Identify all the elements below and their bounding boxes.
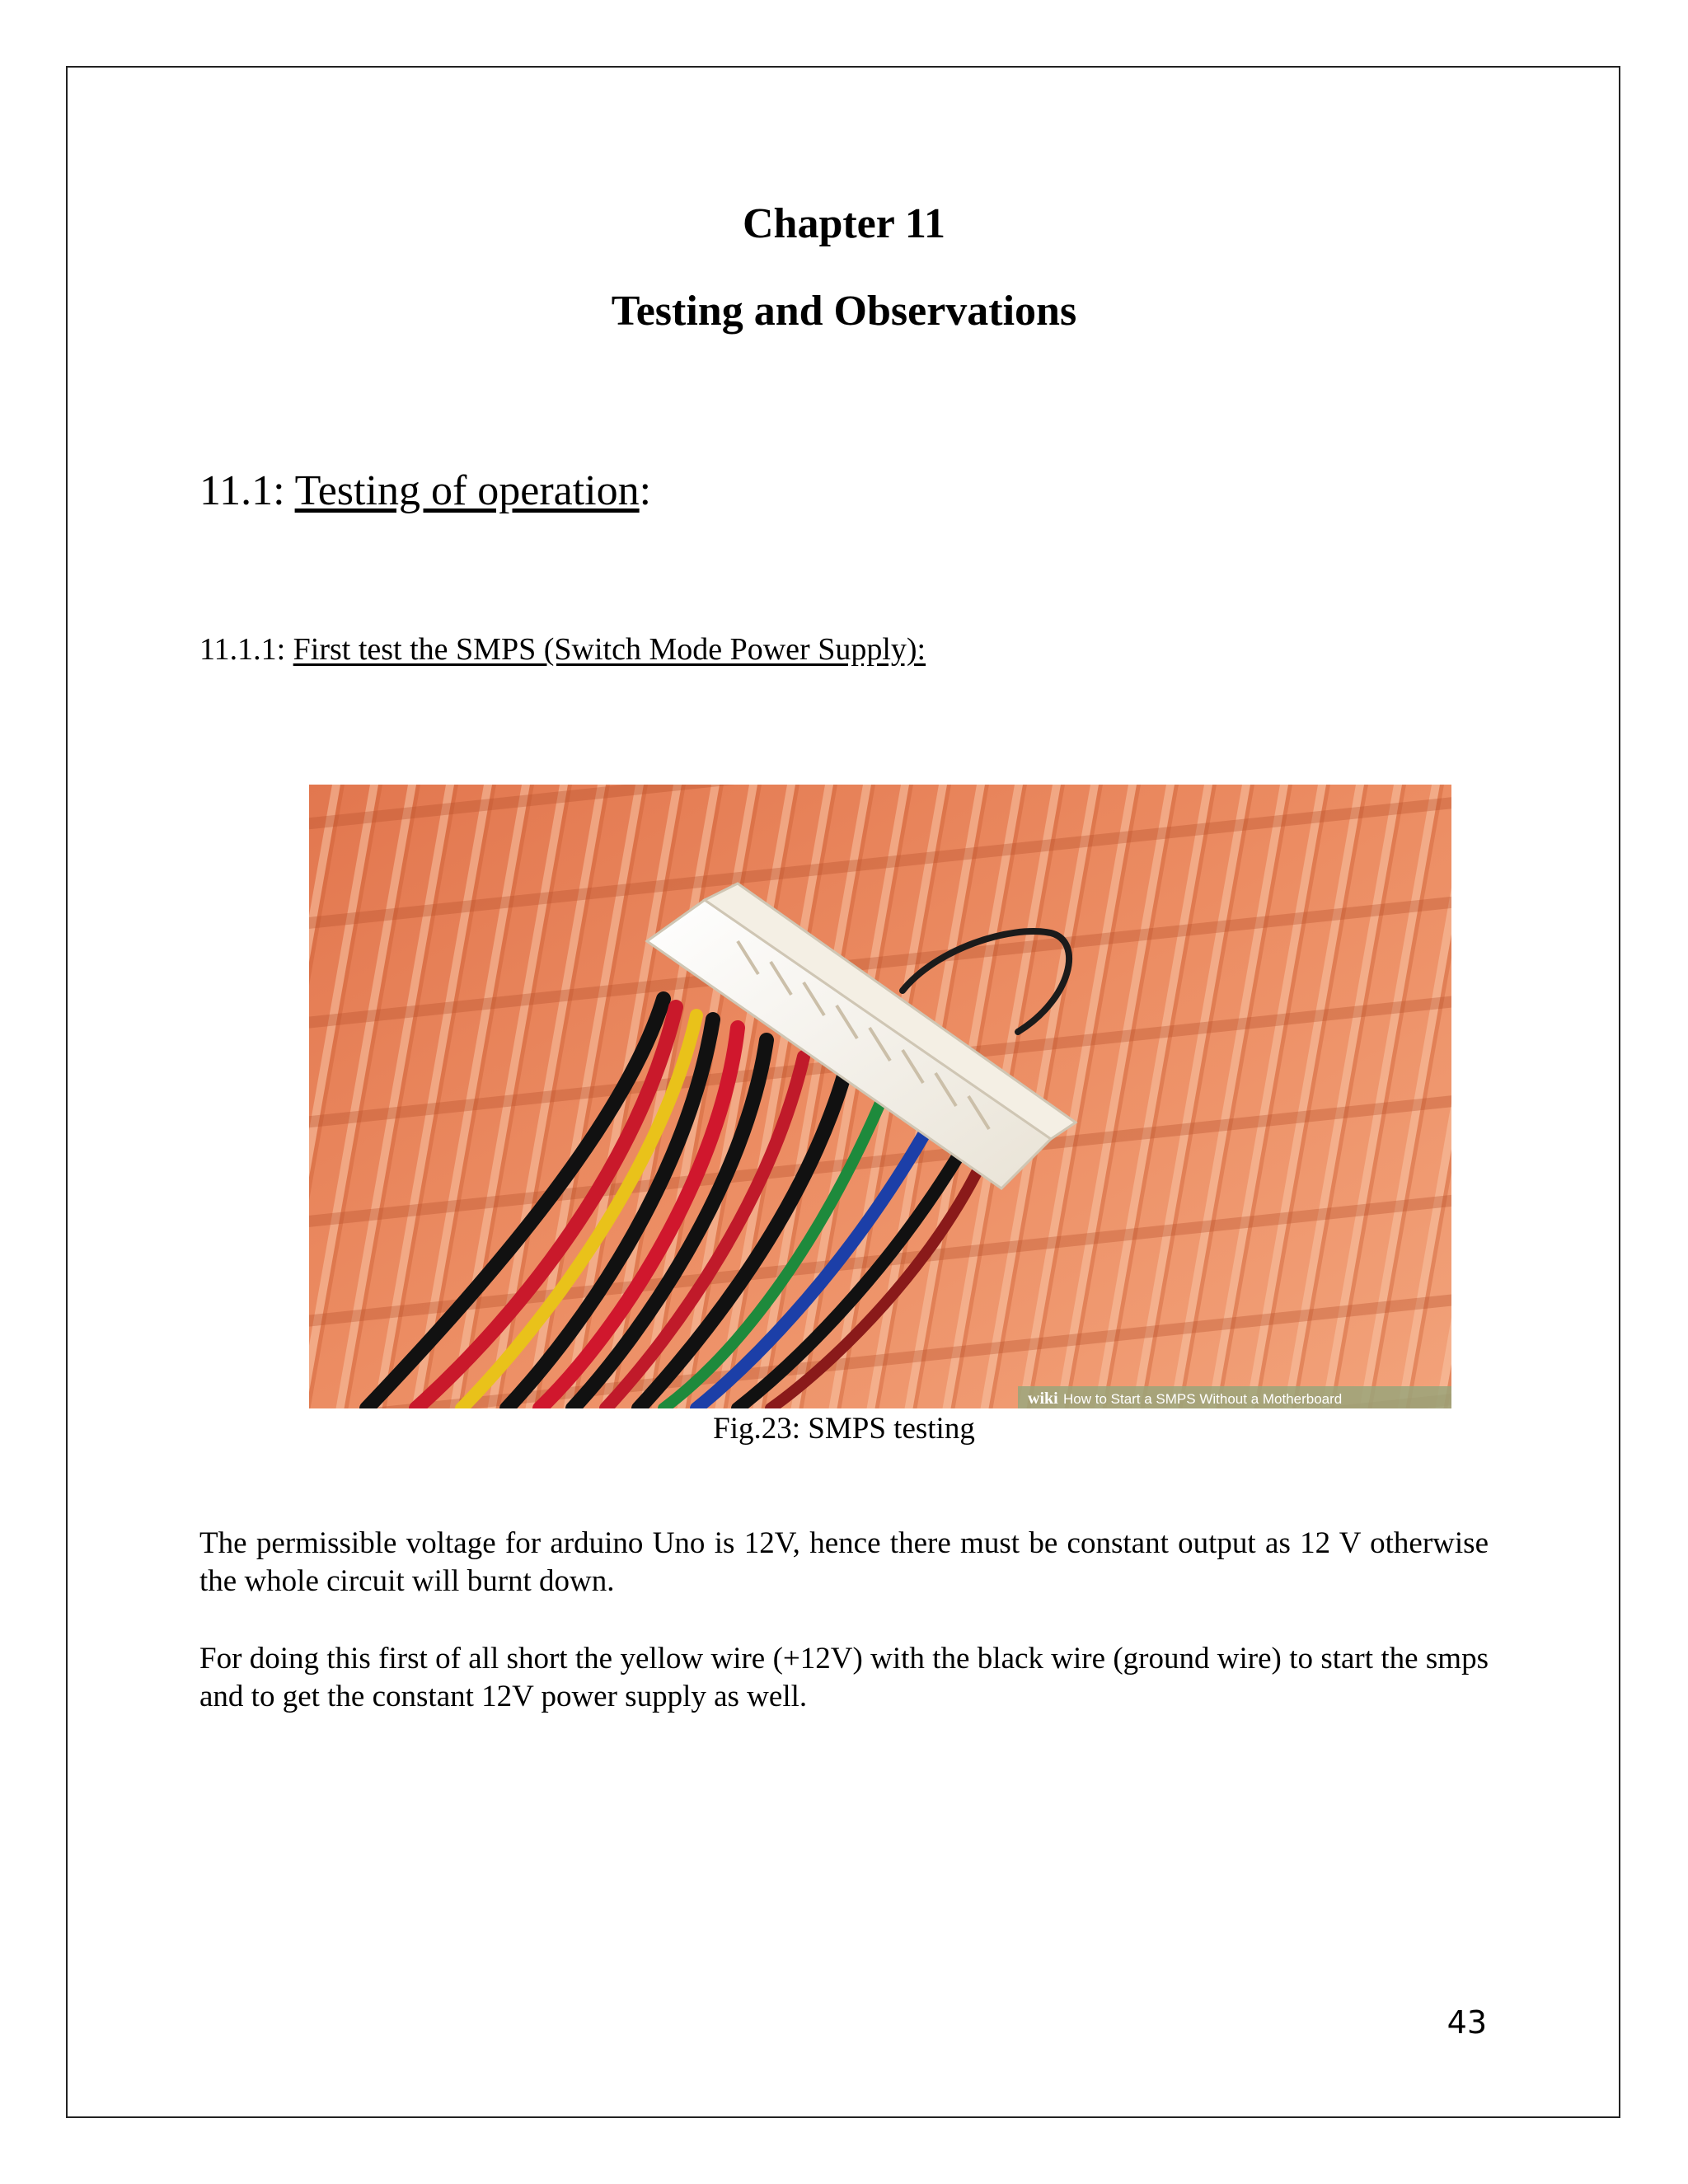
page-number: 43 — [1447, 2004, 1487, 2041]
section-number: 11.1: — [199, 467, 285, 514]
paragraph: For doing this first of all short the yellow wire (+12V) with the black wire (ground wire) to start the smps and to get the constant 12V power supply as well. — [199, 1642, 1489, 1713]
watermark-text: How to Start a SMPS Without a Motherboard — [1063, 1391, 1343, 1407]
section-title: Testing of operation — [294, 467, 640, 514]
smps-connector-photo — [309, 785, 1451, 1408]
section-colon: : — [639, 467, 652, 514]
figure-caption: Fig.23: SMPS testing — [713, 1412, 975, 1446]
section-heading — [199, 466, 651, 515]
paragraph: The permissible voltage for arduino Uno is 12V, hence there must be constant output as 12 V otherwise the whole circuit will burnt down. — [199, 1526, 1489, 1598]
subsection-number: 11.1.1: — [199, 632, 286, 667]
chapter-number: Chapter 11 — [742, 200, 946, 247]
chapter-title: Testing and Observations — [611, 288, 1077, 335]
watermark-brand: wiki — [1028, 1390, 1058, 1408]
subsection-title: First test the SMPS (Switch Mode Power Supply): — [293, 632, 926, 667]
subsection-heading — [199, 631, 926, 668]
